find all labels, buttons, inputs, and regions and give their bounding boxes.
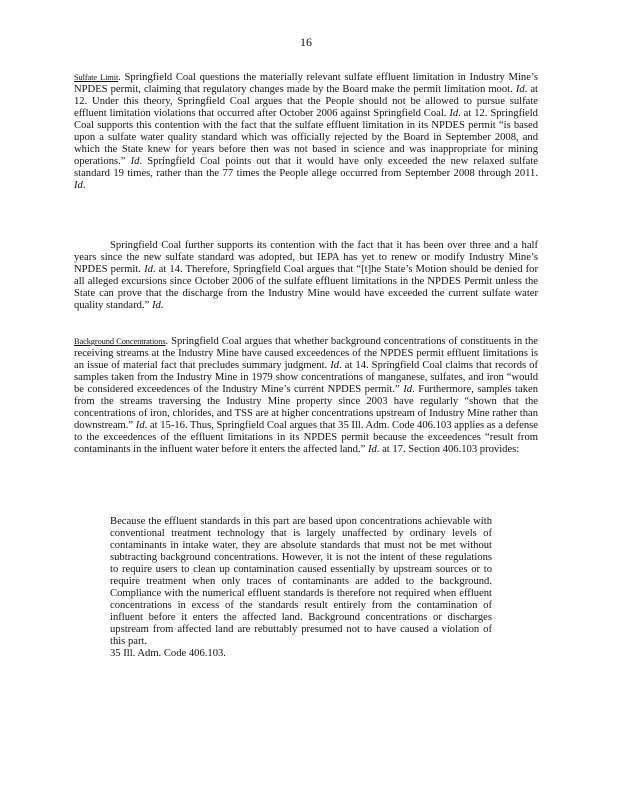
citation-id: Id: [74, 180, 83, 191]
paragraph-text: . at 12. Under this theory, Springfield Coal argues that the People should not be allowed to pursue sulfate effluent limitation violations that occurred after October 2006 against Springfield Coal.: [74, 84, 538, 119]
paragraph-text: . at 14. Therefore, Springfield Coal argues that “[t]he State’s Motion should be denied for all alleged excursions since October 2006 of the sulfate effluent limitations in the NPDES Permit unless the State can prove that the discharge from the Industry Mine would have exceeded the current sulfate water quality standard.”: [74, 264, 538, 311]
section-heading-sulfate-limit: Sulfate Limit: [74, 73, 119, 82]
paragraph-text: . Springfield Coal questions the materially relevant sulfate effluent limitation in Industry Mine’s NPDES permit, claiming that regulatory changes made by the Board make the permit limitation moot.: [74, 72, 538, 95]
paragraph-text: . Springfield Coal points out that it would have only exceeded the new relaxed sulfate standard 19 times, rather than the 77 times the People allege occurred from September 2008 through 2011.: [74, 156, 539, 179]
paragraph-text: . Springfield Coal argues that whether background concentrations of constituents in the receiving streams at the Industry Mine have caused exceedences of the NPDES permit effluent limitations is an issue of material fact that precludes summary judgment.: [74, 336, 538, 371]
page-number: 16: [300, 35, 312, 49]
paragraph-text: . at 15-16. Thus, Springfield Coal argues that 35 Ill. Adm. Code 406.103 applies as a defense to the exceedences of the effluent limitations in its NPDES permit because the exceedences “result from contaminants in the influent water before it enters the affected land.”: [74, 420, 538, 455]
paragraph-text: Springfield Coal further supports its contention with the fact that it has been over three and a half years since the new sulfate standard was adopted, but IEPA has yet to renew or modify Industry Mine’s NPDES permit.: [74, 240, 538, 275]
paragraph-text: . at 12. Springfield Coal supports this contention with the fact that the sulfate effluent limitation in its NPDES permit “is based upon a sulfate water quality standard which was officially rejected by the Board in September 2008, and which the State knew for years before then was not based in science and was inappropriate for mining operations.”: [74, 108, 538, 167]
citation-id: Id: [330, 360, 340, 371]
paragraph-npdes-permit: [74, 240, 538, 312]
citation-id: Id: [130, 156, 140, 167]
block-quote-citation: 35 Ill. Adm. Code 406.103.: [110, 648, 226, 659]
section-heading-background-concentrations: Background Concentrations: [74, 337, 166, 346]
citation-id: Id: [144, 264, 153, 275]
citation-id: Id: [515, 84, 525, 95]
citation-id: Id: [449, 108, 459, 119]
citation-id: Id: [367, 444, 377, 455]
citation-id: Id: [135, 420, 145, 431]
paragraph-background-concentrations: [74, 336, 538, 456]
block-quote-text: Because the effluent standards in this part are based upon concentrations achievable with conventional treatment technology that is largely unaffected by ordinary levels of contaminants in intake water, they are absolute standards that must not be met without subtracting background concentrations. However, it is not the intent of these regulations to require users to clean up contamination caused essentially by upstream sources or to require treatment when only traces of contaminants are added to the background. Compliance with the numerical effluent standards is therefore not required when effluent concentrations in excess of the standards result entirely from the contamination of influent before it enters the affected land. Background concentrations or discharges upstream from affected land are rebuttably presumed not to have caused a violation of this part.: [110, 516, 492, 647]
paragraph-text: . Furthermore, samples taken from the streams traversing the Industry Mine property since 2003 have regularly “shown that the concentrations of iron, chlorides, and TSS are at higher concentrations upstream of Industry Mine rather than downstream.”: [74, 384, 538, 431]
paragraph-text: . at 14. Springfield Coal claims that records of samples taken from the Industry Mine in 1979 show concentrations of manganese, sulfates, and iron “would be considered exceedences of the Industry Mine’s current NPDES permit.”: [74, 360, 538, 395]
citation-id: Id: [151, 300, 161, 311]
paragraph-text: . at 17. Section 406.103 provides:: [376, 444, 520, 455]
paragraph-text: .: [82, 180, 86, 191]
paragraph-sulfate-limit: [74, 72, 538, 192]
block-quote: [110, 516, 492, 660]
citation-id: Id: [403, 384, 413, 395]
paragraph-text: .: [160, 300, 164, 311]
